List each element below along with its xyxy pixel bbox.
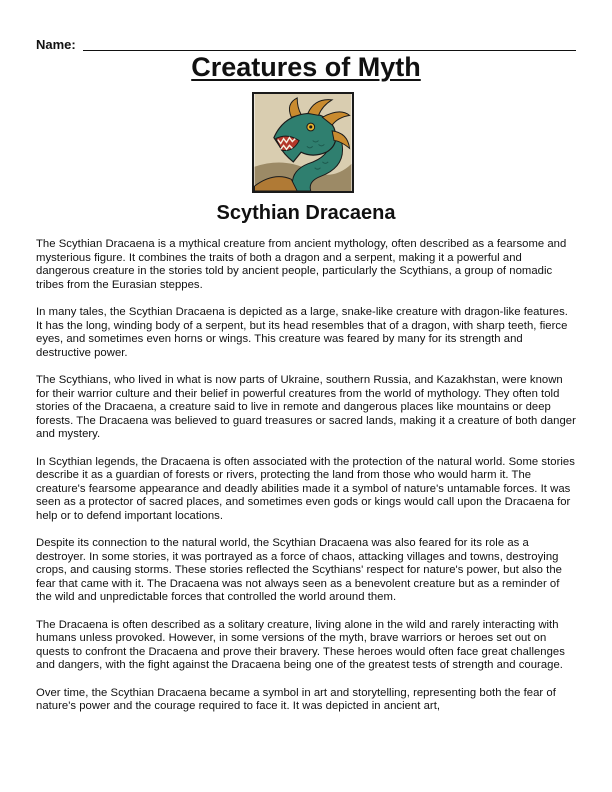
creature-name-heading: Scythian Dracaena — [216, 202, 396, 224]
paragraph: In Scythian legends, the Dracaena is often associated with the protection of the natural world. Some stories describe it as a guardian of forests or rivers, protecting the land from those who would harm it. The creature's fearsome appearance and deadly abilities made it a symbol of nature's untamable forces. It was seen as a protector of sacred places, and sometimes even gods or kings would call upon the Dracaena for help or to defend important locations. — [36, 455, 575, 522]
name-blank-line — [83, 50, 576, 51]
paragraph: Despite its connection to the natural world, the Scythian Dracaena was also feared for its role as a destroyer. In some stories, it was portrayed as a force of chaos, attacking villages and towns, destroying crops, and causing storms. These stories reflected the Scythians' respect for nature's power, but also the fear that came with it. The Dracaena was not always seen as a benevolent creature but as a reminder of the wild and unpredictable forces that controlled the world around them. — [36, 537, 562, 604]
paragraph: The Scythian Dracaena is a mythical creature from ancient mythology, often described as a fearsome and mysterious figure. It combines the traits of both a dragon and a serpent, making it a powerful and dangerous creature in the stories told by ancient people, particularly the Scythians, a group of nomadic tribes from the Eurasian steppes. — [36, 238, 567, 291]
page-title: Creatures of Myth — [191, 52, 421, 82]
paragraph: The Dracaena is often described as a solitary creature, living alone in the wild and rarely interacting with humans unless provoked. However, in some versions of the myth, brave warriors or heroes set out on quests to confront the Dracaena and prove their bravery. These heroes would often face great challenges and dangers, with the fight against the Dracaena being one of the greatest tests of strength and courage. — [36, 618, 565, 672]
dragon-icon — [254, 94, 352, 191]
dragon-illustration — [252, 92, 354, 193]
paragraph: In many tales, the Scythian Dracaena is depicted as a large, snake-like creature with dragon-like features. It has the long, winding body of a serpent, but its head resembles that of a dragon, with sharp teeth, fierce eyes, and sometimes even horns or wings. This creature was feared by many for its strength and destructive power. — [36, 305, 568, 359]
paragraph: The Scythians, who lived in what is now parts of Ukraine, southern Russia, and Kazakhstan, were known for their warrior culture and their belief in powerful creatures from the world of mythology. They often told stories of the Dracaena, a creature said to live in remote and dangerous places like mountains or deep forests. The Dracaena was believed to guard treasures or sacred lands, making it a creature of both danger and mystery. — [36, 373, 576, 441]
paragraph: Over time, the Scythian Dracaena became a symbol in art and storytelling, representing both the fear of nature's power and the courage required to face it. It was depicted in ancient art, — [36, 686, 556, 713]
name-label: Name: — [36, 37, 76, 52]
article-body — [36, 238, 576, 727]
